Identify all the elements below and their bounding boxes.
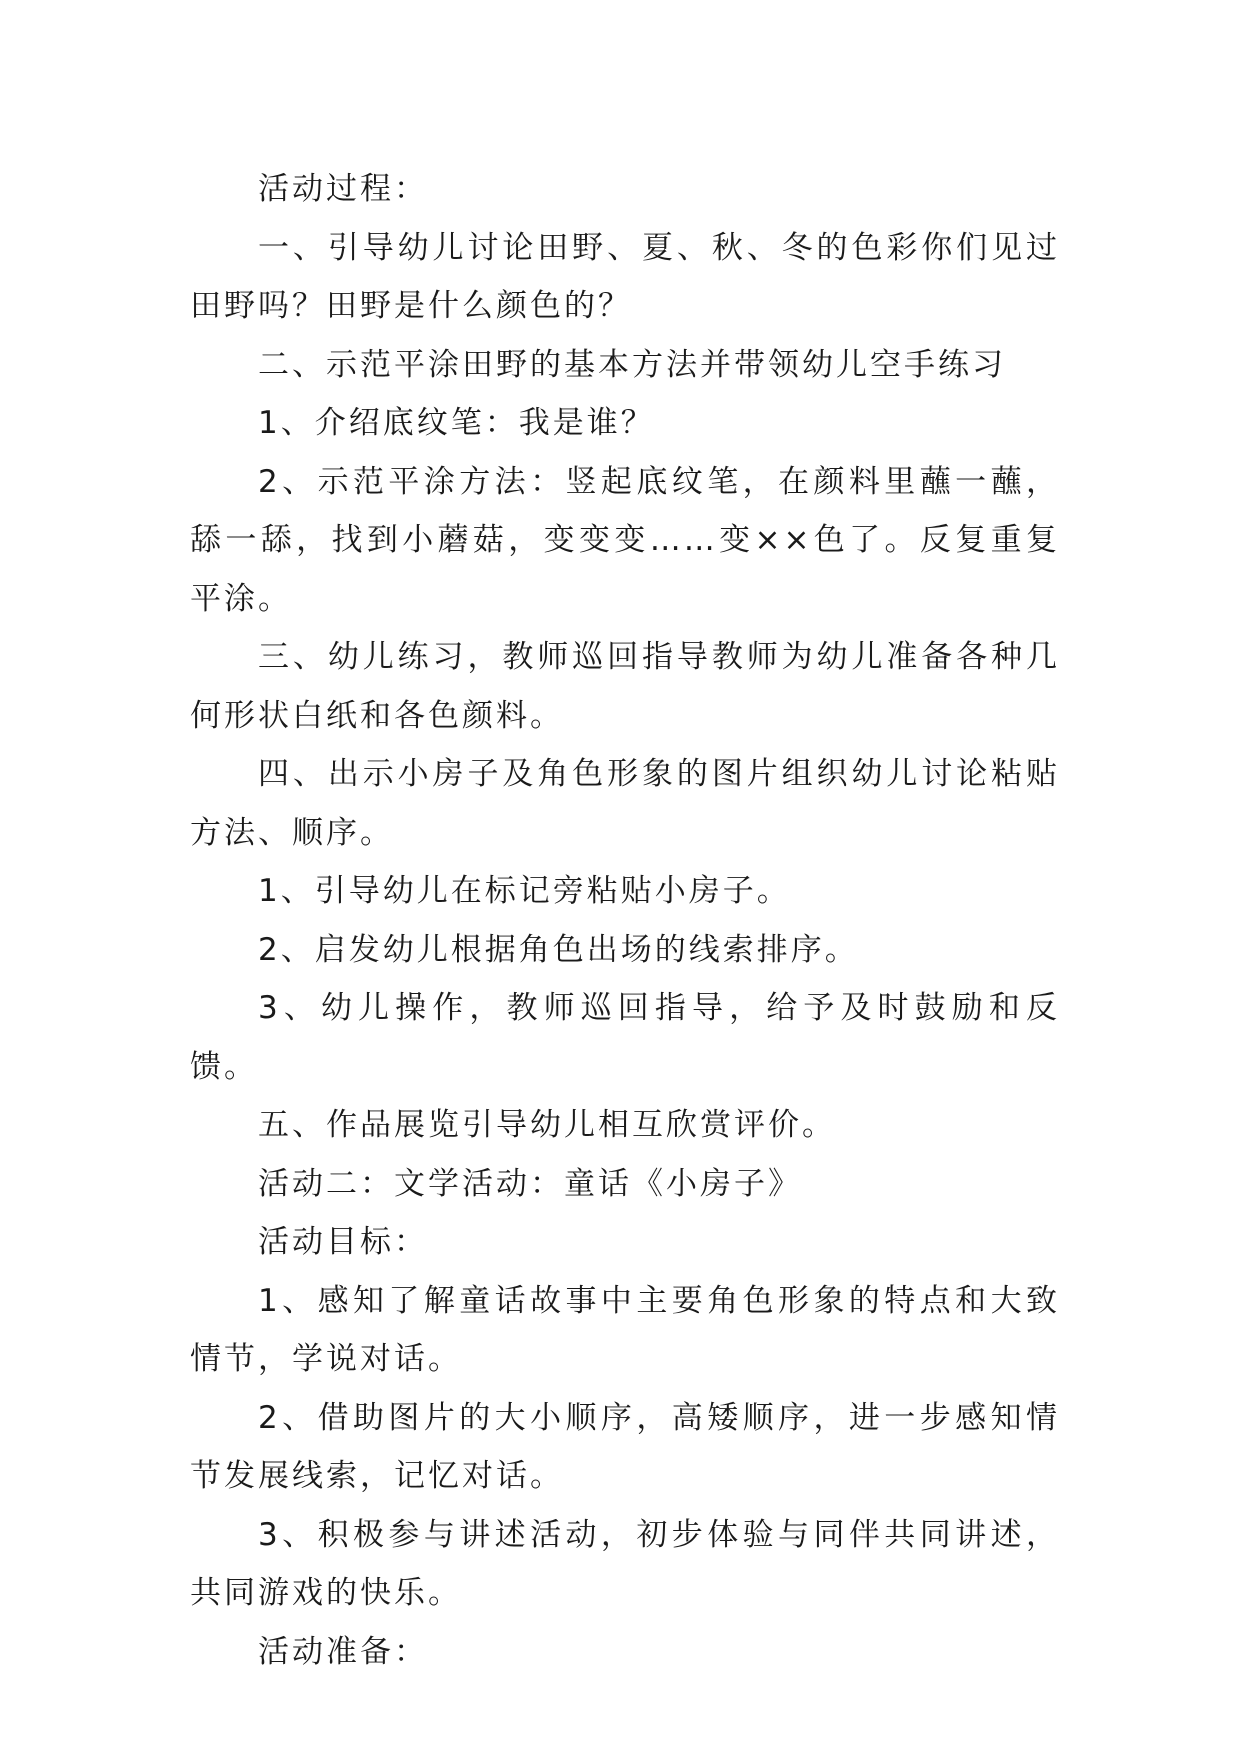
heading-activity-goals: 活动目标：	[258, 1224, 428, 1260]
heading-activity-two: 活动二：文学活动：童话《小房子》	[258, 1165, 802, 1202]
paragraph-goal-3: 3、积极参与讲述活动，初步体验与同伴共同讲述，共同游戏的快乐。	[190, 1516, 1060, 1611]
paragraph-step-2: 二、示范平涂田野的基本方法并带领幼儿空手练习	[258, 346, 1006, 383]
paragraph-goal-2: 2、借助图片的大小顺序，高矮顺序，进一步感知情节发展线索，记忆对话。	[190, 1399, 1060, 1494]
paragraph-step-3: 三、幼儿练习，教师巡回指导教师为幼儿准备各种几何形状白纸和各色颜料。	[190, 639, 1060, 734]
paragraph-step-1: 一、引导幼儿讨论田野、夏、秋、冬的色彩你们见过田野吗？田野是什么颜色的？	[190, 229, 1060, 324]
paragraph-step-2-item-2: 2、示范平涂方法：竖起底纹笔，在颜料里蘸一蘸，舔一舔，找到小蘑菇，变变变……变××色了。反复重复平涂。	[190, 463, 1060, 617]
paragraph-step-4-item-1: 1、引导幼儿在标记旁粘贴小房子。	[258, 873, 791, 909]
paragraph-step-4: 四、出示小房子及角色形象的图片组织幼儿讨论粘贴方法、顺序。	[190, 756, 1060, 851]
heading-activity-process: 活动过程：	[258, 171, 428, 207]
paragraph-step-5: 五、作品展览引导幼儿相互欣赏评价。	[258, 1107, 836, 1143]
paragraph-goal-1: 1、感知了解童话故事中主要角色形象的特点和大致情节，学说对话。	[190, 1282, 1060, 1377]
paragraph-step-4-item-2: 2、启发幼儿根据角色出场的线索排序。	[258, 931, 859, 968]
heading-activity-preparation: 活动准备：	[258, 1633, 428, 1670]
paragraph-step-2-item-1: 1、介绍底纹笔：我是谁？	[258, 405, 655, 441]
document-body	[190, 160, 1060, 1681]
paragraph-step-4-item-3: 3、幼儿操作，教师巡回指导，给予及时鼓励和反馈。	[190, 990, 1060, 1085]
